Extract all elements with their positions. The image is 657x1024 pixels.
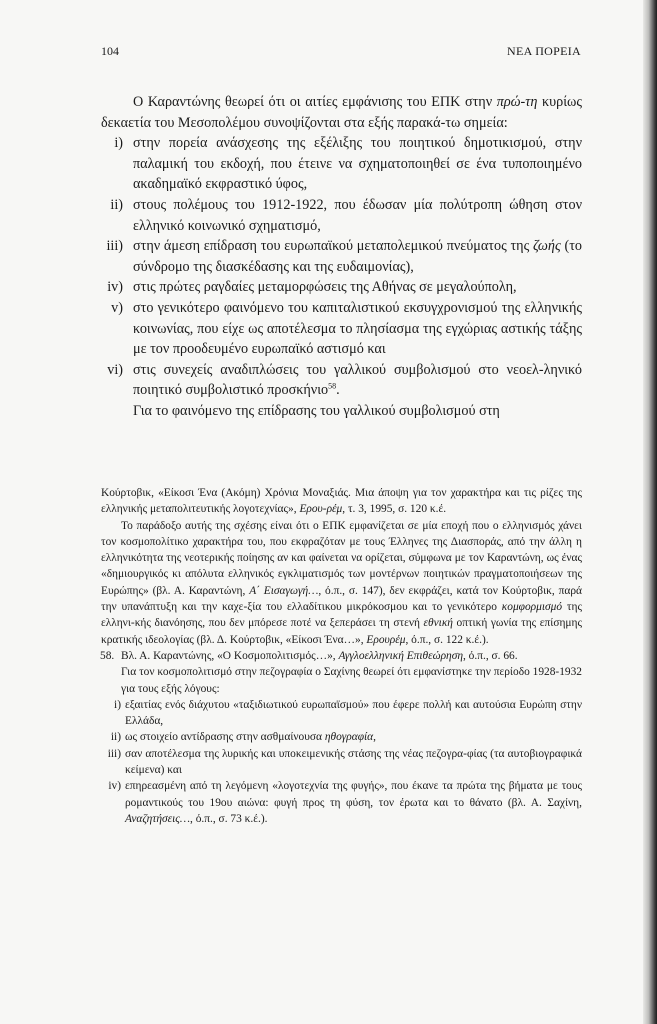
footnote-58-paragraph: Για τον κοσμοπολιτισμό στην πεζογραφία ο Σαχίνης θεωρεί ότι εμφανίστηκε την περίοδο 1928-1932 για τους εξής λόγους: — [121, 666, 582, 695]
main-text — [101, 92, 582, 422]
item-label: ii) — [110, 196, 123, 213]
list-item — [101, 195, 582, 236]
item-text: στους πολέμους του 1912-1922, που έδωσαν μία πολύτροπη ώθηση στον ελληνικό κοινωνικό σχηματισμό, — [133, 196, 582, 234]
footnote-continuation: Κούρτοβικ, «Είκοσι Ένα (Ακόμη) Χρόνια Μοναξιάς. Μια άποψη για τον χαρακτήρα και τις ρίζες της ελληνικής μεταπολιτευτικής λογοτεχνίας», Ερου-ρέμ, τ. 3, 1995, σ. 120 κ.έ. — [101, 487, 582, 516]
list-item — [101, 298, 582, 360]
footnote-58: 58. Βλ. Α. Καραντώνης, «Ο Κοσμοπολιτισμός…», Αγγλοελληνική Επιθεώρηση, ό.π., σ. 66. — [101, 648, 582, 664]
closing-paragraph: Για το φαινόμενο της επίδρασης του γαλλικού συμβολισμού στη — [133, 402, 500, 419]
item-label: iii) — [106, 238, 123, 255]
list-item: iii) στην άμεση επίδραση του ευρωπαϊκού μεταπολεμικού πνεύματος της ζωής (το σύνδρομο της διασκέδασης και της ευδαιμονίας), — [101, 236, 582, 277]
item-label: v) — [111, 299, 123, 316]
running-title: ΝΕΑ ΠΟΡΕΙΑ — [507, 44, 581, 58]
list-item — [101, 277, 582, 298]
intro-paragraph: Ο Καραντώνης θεωρεί ότι οι αιτίες εμφάνισης του ΕΠΚ στην πρώ-τη κυρίως δεκαετία του Μεσοπολέμου συνοψίζονται στα εξής παρακά-τω σημεία: — [101, 94, 582, 131]
list-item: vi) στις συνεχείς αναδιπλώσεις του γαλλικού συμβολισμού στο νεοελ-ληνικό ποιητικό συμβολιστικό προσκήνιο$^{58}$. — [101, 360, 582, 401]
item-text: στο γενικότερο φαινόμενο του καπιταλιστικού εκσυγχρονισμού της ελληνικής κοινωνίας, που είχε ως αποτέλεσμα το πλησίασμα της εγχώριας αστικής τάξης με τον προοδευμένο ευρωπαϊκό αστισμό και — [133, 299, 582, 358]
footnote-list-item: iii) σαν αποτέλεσμα της λυρικής και υποκειμενικής στάσης της νέας πεζογρα-φίας (τα αυτοβιογραφικά κείμενα) και — [107, 747, 582, 777]
item-text: στις συνεχείς αναδιπλώσεις του γαλλικού συμβολισμού στο νεοελ-ληνικό ποιητικό συμβολιστικό προσκήνιο — [133, 361, 582, 399]
item-label: i) — [114, 135, 123, 152]
page-number: 104 — [101, 44, 119, 58]
item-label: vi) — [107, 361, 123, 378]
footnote-list-item: iv) επηρεασμένη από τη λεγόμενη «λογοτεχνία της φυγής», που έκανε τα πρώτα της βήματα με τους ρομαντικούς του 19ου αιώνα: φυγή προς τη φύση, τον έρωτα και το θάνατο (βλ. Α. Σαχίνη, Αναζητήσεις…, ό.π., σ. 73 κ.έ.). — [108, 780, 582, 825]
running-header — [0, 44, 640, 62]
footnote-paragraph: Το παράδοξο αυτής της σχέσης είναι ότι ο ΕΠΚ εμφανίζεται σε μία εποχή που ο ελληνισμός χάνει τον κοσμοπολίτικο χαρακτήρα του, που εκφραζόταν με τους Έλληνες της Διασποράς, από την άλλη η ελληνικότητα της νεοτερικής ποίησης αν και φαίνεται να ορίζεται, σύμφωνα με τον Καραντώνη, ως ένας «δημιουργικός κι απόλυτα ελληνικός εγκλιματισμός των μοντέρνων ποιητικών πραγματοποιήσεων της Ευρώπης» (βλ. Α. Καραντώνη, Α΄ Εισαγωγή…, ό.π., σ. 147), δεν εκφράζει, κατά τον Κούρτοβικ, παρά την υπανάπτυξη και την καχε-ξία του ελλαδίτικου μικρόκοσμου και το γενικότερο κομφορμισμό της ελληνι-κής διανόησης, που δεν μπόρεσε ποτέ να ξεπεράσει τη στενή εθνική οπτική γωνία της επίσημης κρατικής ιδεολογίας (βλ. Δ. Κούρτοβικ, «Είκοσι Ένα…», Ερουρέμ, ό.π., σ. 122 κ.έ.). — [101, 519, 582, 646]
item-text: στις πρώτες ραγδαίες μεταμορφώσεις της Αθήνας σε μεγαλούπολη, — [133, 279, 517, 296]
footnotes — [101, 485, 582, 827]
footnote-number: 58. — [100, 649, 115, 662]
page-edge-shadow — [643, 0, 657, 1024]
list-item — [101, 133, 582, 195]
item-text: στην πορεία ανάσχεσης της εξέλιξης του ποιητικού δημοτικισμού, στην παλαμική του εκδοχή, που έτεινε να σχηματοποιηθεί σε ένα τυποποιημένο ακαδημαϊκό εκφραστικό ύφος, — [133, 135, 582, 193]
footnote-ref: 58 — [328, 381, 337, 391]
item-label: iv) — [107, 279, 123, 296]
footnote-list-item: ii) ως στοιχείο αντίδρασης στην ασθμαίνουσα ηθογραφία, — [110, 731, 377, 744]
footnote-list-item: i) εξαιτίας ενός διάχυτου «ταξιδιωτικού ευρωπαϊσμού» που έφερε πολλή και αυτούσια Ευρώπη στην Ελλάδα, — [114, 698, 582, 728]
